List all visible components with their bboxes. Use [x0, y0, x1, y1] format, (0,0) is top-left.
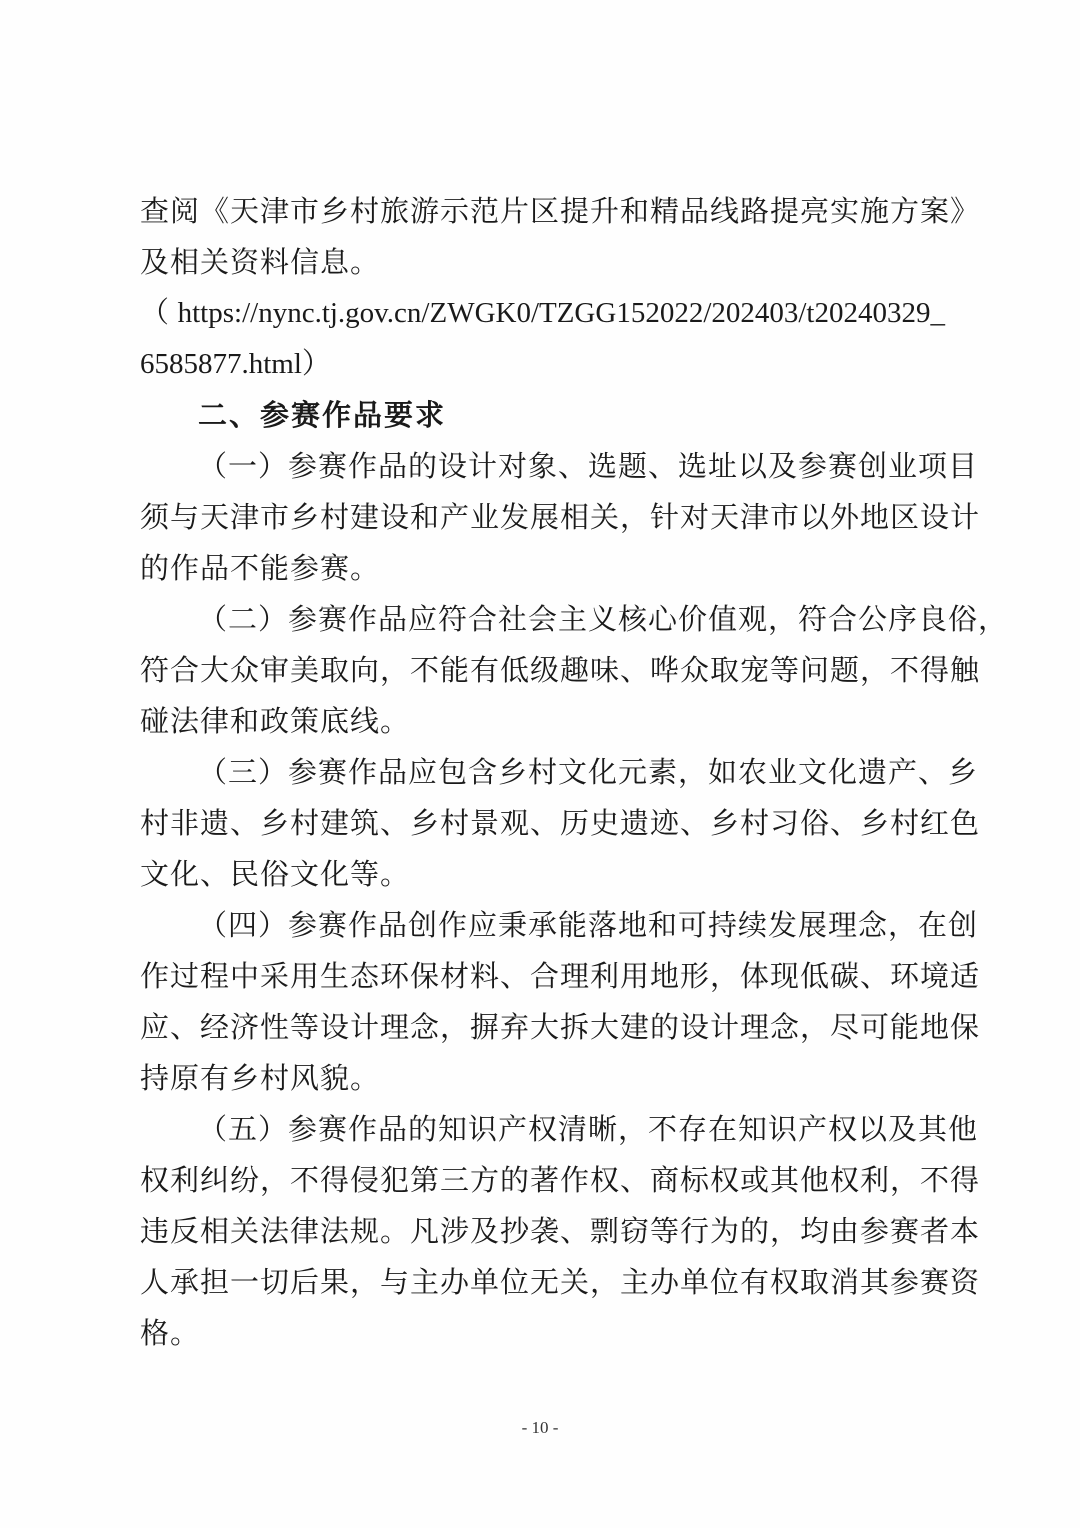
paragraph-line: 符合大众审美取向，不能有低级趣味、哗众取宠等问题，不得触 [140, 653, 981, 687]
paragraph-line: 文化、民俗文化等。 [140, 857, 411, 891]
paragraph-line: 人承担一切后果，与主办单位无关，主办单位有权取消其参赛资 [140, 1265, 981, 1299]
text-line: 查阅《天津市乡村旅游示范片区提升和精品线路提亮实施方案》 [140, 194, 981, 228]
text-line: 及相关资料信息。 [140, 245, 381, 279]
paragraph-line: 村非遗、乡村建筑、乡村景观、历史遗迹、乡村习俗、乡村红色 [140, 806, 981, 840]
paragraph-line: 作过程中采用生态环保材料、合理利用地形，体现低碳、环境适 [140, 959, 981, 993]
paragraph-line: （二）参赛作品应符合社会主义核心价值观，符合公序良俗， [198, 602, 1009, 636]
url-line: 6585877.html） [140, 348, 331, 380]
paragraph-line: 应、经济性等设计理念，摒弃大拆大建的设计理念，尽可能地保 [140, 1010, 981, 1044]
paragraph-line: （三）参赛作品应包含乡村文化元素，如农业文化遗产、乡 [198, 755, 979, 789]
paragraph-line: 的作品不能参赛。 [140, 551, 381, 585]
paragraph-line: 碰法律和政策底线。 [140, 704, 411, 738]
url-line: （https://nync.tj.gov.cn/ZWGK0/TZGG152022/202403/t20240329_ [140, 297, 945, 329]
paragraph-line: 持原有乡村风貌。 [140, 1061, 381, 1095]
document-body [140, 186, 1009, 1359]
paragraph-line: 违反相关法律法规。凡涉及抄袭、剽窃等行为的，均由参赛者本 [140, 1214, 981, 1248]
paragraph-line: （四）参赛作品创作应秉承能落地和可持续发展理念，在创 [198, 908, 979, 942]
paragraph-line: （五）参赛作品的知识产权清晰，不存在知识产权以及其他 [198, 1112, 979, 1146]
paragraph-line: 须与天津市乡村建设和产业发展相关，针对天津市以外地区设计 [140, 500, 981, 534]
paragraph-line: 格。 [140, 1316, 201, 1350]
paragraph-line: 权利纠纷，不得侵犯第三方的著作权、商标权或其他权利，不得 [140, 1163, 981, 1197]
section-heading: 二、参赛作品要求 [198, 398, 447, 432]
paragraph-line: （一）参赛作品的设计对象、选题、选址以及参赛创业项目 [198, 449, 979, 483]
page-number: - 10 - [521, 1418, 559, 1437]
